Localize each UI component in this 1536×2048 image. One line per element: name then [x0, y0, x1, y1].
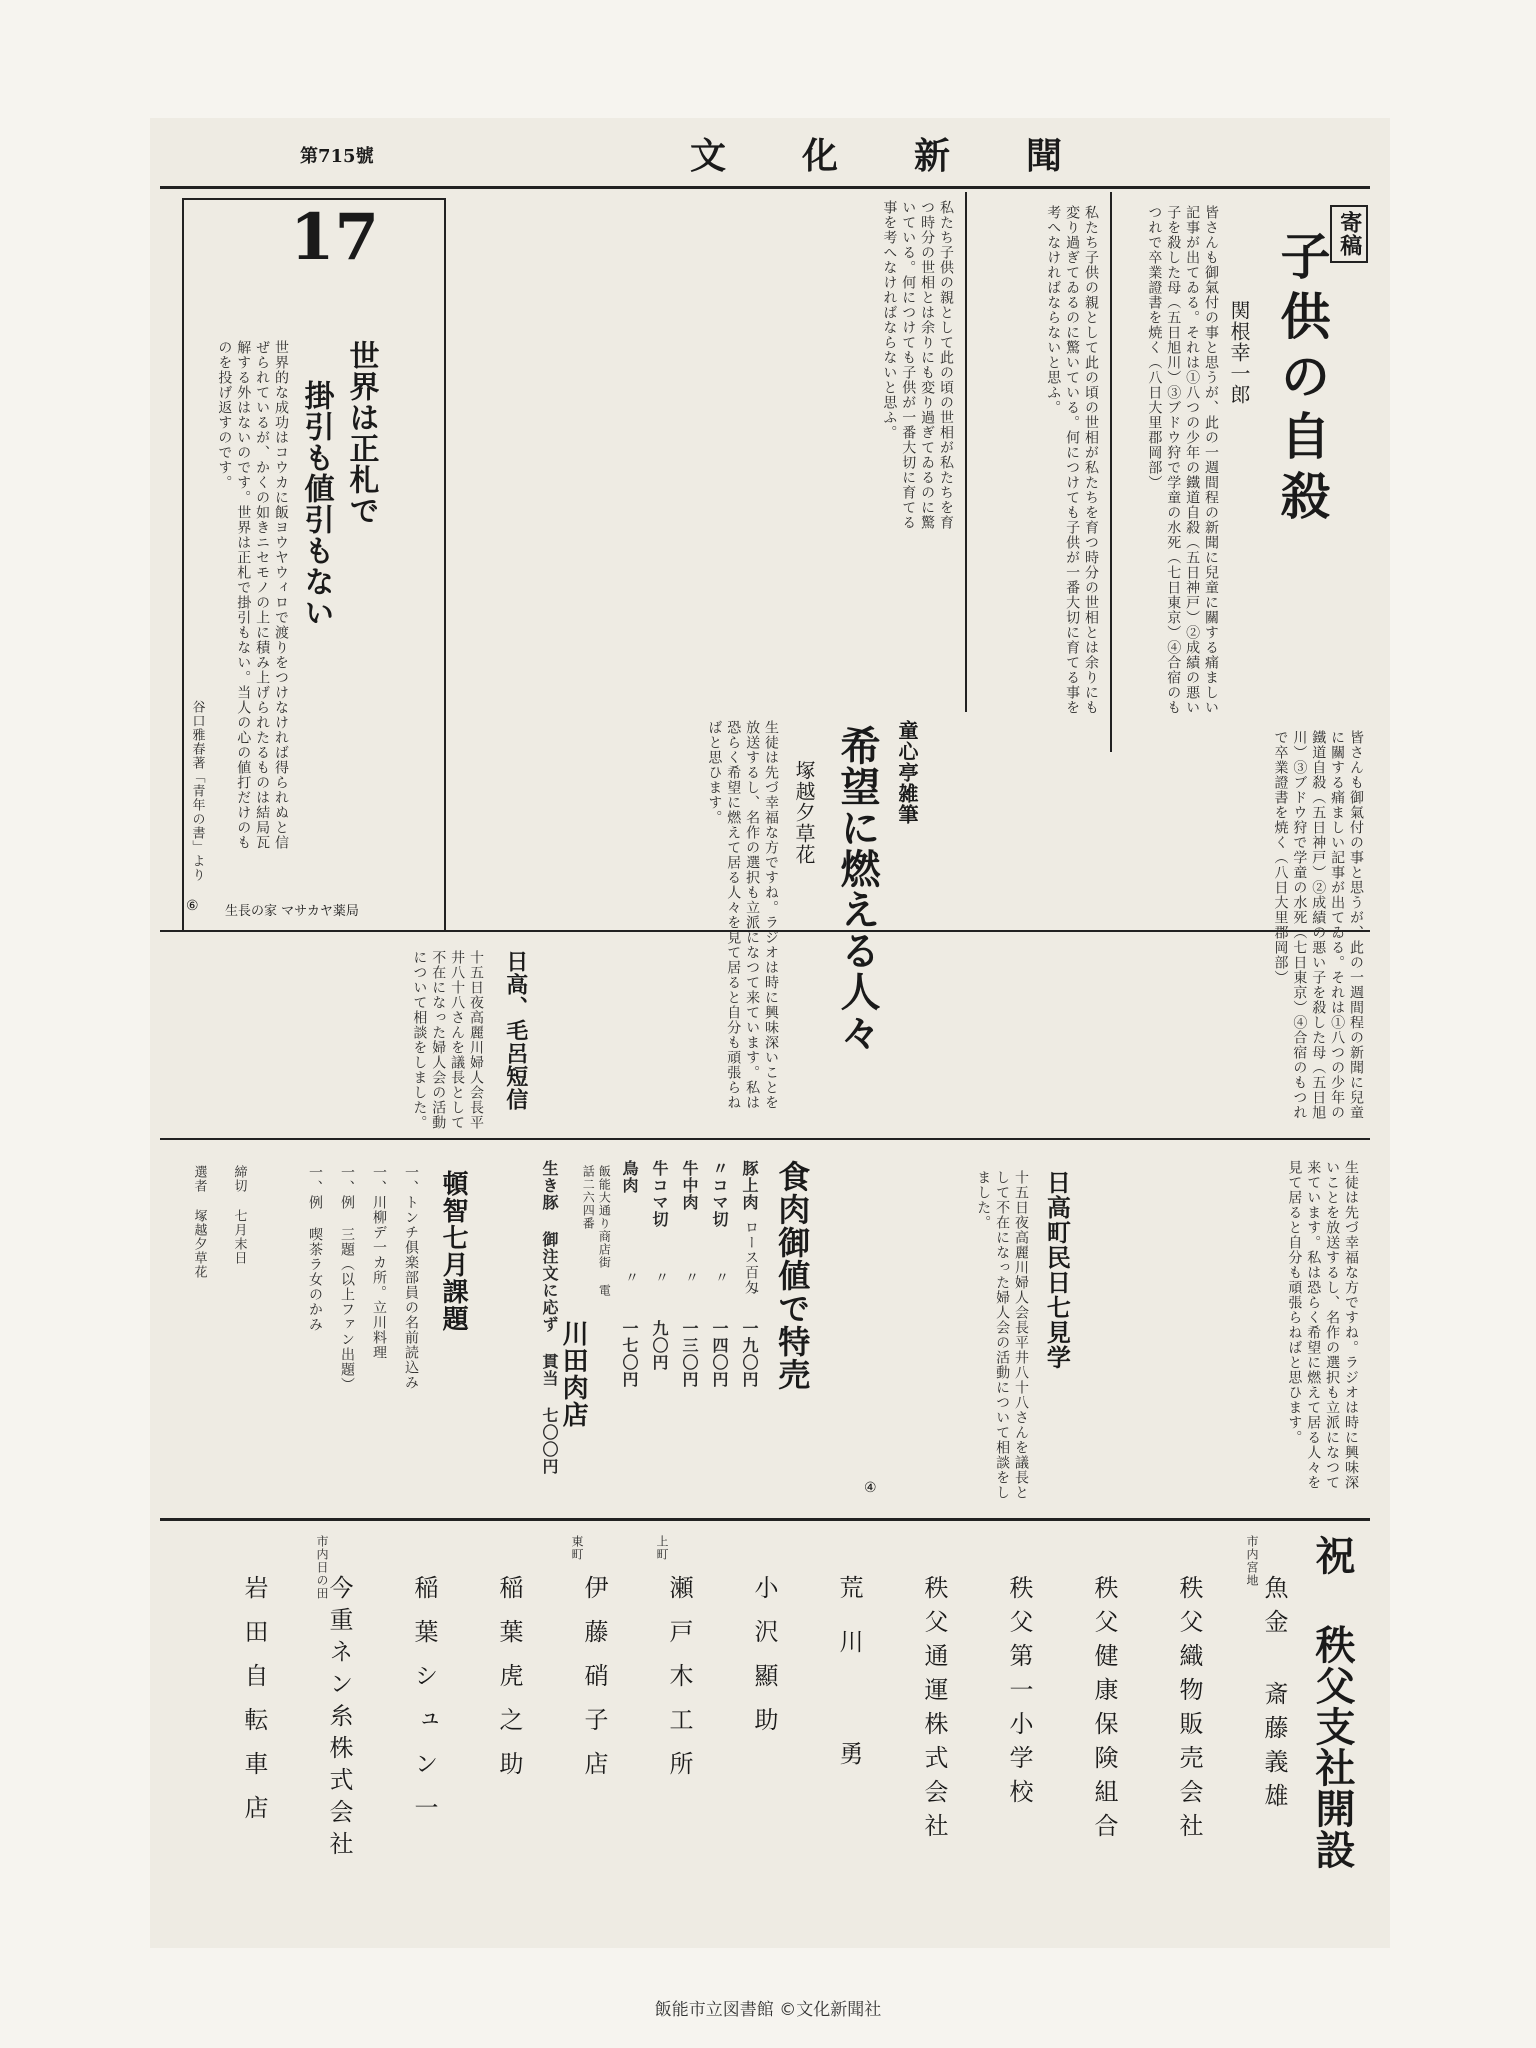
meat-item-price-5: 一七〇円: [620, 1320, 639, 1388]
meat-item-unit-1: ロース百匁: [743, 1220, 759, 1295]
kiko-label: 寄稿: [1330, 205, 1368, 263]
meat-item-unit-3: 〃: [683, 1270, 699, 1285]
tonchi-item-4: 一、例 喫茶ラ女のかみ: [307, 1165, 323, 1332]
meat-item-name-4: 牛コマ切: [650, 1160, 669, 1228]
meat-shop: 川田肉店: [558, 1320, 589, 1428]
footer-credit: 飯能市立図書館 ©文化新聞社: [654, 2000, 882, 2020]
meat-item-price-2: 一四〇円: [710, 1320, 729, 1388]
right-mid-text: 皆さんも御氣付の事と思うが、此の一週間程の新聞に兒童に關する痛ましい記事が出てゐる。それは①八つの少年の鐵道自殺（五日神戸）②成績の悪い子を殺した母（五日旭川）③ブドウ狩で学童の水死（七日東京）④合宿のもつれで卒業證書を焼く（八日大里郡岡部）: [1272, 730, 1364, 1120]
masthead-registration: 第715號: [300, 146, 374, 167]
column-divider-1: [1110, 192, 1112, 752]
quote-headline-1: 世界は正札で: [343, 340, 379, 526]
quote-number: 17: [290, 200, 380, 275]
kiko-body-2: 私たち子供の親として此の頃の世相が私たちを育つ時分の世相とは余りにも変り過ぎてゐるのに驚いている。何につけても子供が一番大切に育てる事を考へなければならないと思ふ。: [1045, 205, 1099, 715]
meat-item-price-3: 一三〇円: [680, 1320, 699, 1388]
congrats-list: [180, 1535, 1290, 1935]
masthead-rule: [160, 186, 1370, 189]
tonchi-item-3: 一、例 三題（以上ファン出題）: [339, 1165, 355, 1392]
kibou-title: 希望に燃える人々: [834, 725, 881, 1053]
quote-text: 世界的な成功はコウカに飯ヨウヤウィロで渡りをつけなければ得られぬと信ぜられているが、かくの如きニセモノの上に積み上げられたるものは結局瓦解する外はないのです。世界は正札で掛引もない。当人の心の値打だけのものを投げ返すのです。: [216, 340, 289, 850]
meat-item-name-5: 鳥肉: [620, 1160, 639, 1194]
kiko-author: 関根幸一郎: [1227, 300, 1251, 405]
congrats-title: 祝 秩父支社開設: [1309, 1535, 1356, 1870]
quote-headline-2: 掛引も値引もない: [298, 380, 334, 628]
congrats-name-12: 今重ネン糸株式会社: [325, 1575, 353, 1863]
meat-item-price-4: 九〇円: [650, 1320, 669, 1371]
section-rule-mid: [160, 1138, 1370, 1140]
congrats-name-11: 稲葉シュン一: [410, 1575, 438, 1839]
meat-ad-items: [600, 1160, 760, 1500]
tonchi-sender: 選者 塚越夕草花: [191, 1165, 207, 1279]
congrats-name-6: 荒川 勇: [835, 1575, 863, 1795]
quote-mark: ⑥: [186, 898, 199, 914]
meat-item-price-1: 一九〇円: [740, 1320, 759, 1388]
kiko-title: 子供の自殺: [1272, 230, 1332, 530]
tonchi-items: [280, 1165, 420, 1505]
meat-ad-title: 食肉御値で特売: [773, 1160, 812, 1391]
congrats-name-4: 秩父第一小学校: [1005, 1575, 1033, 1813]
congrats-name-2: 秩父織物販売会社: [1175, 1575, 1203, 1847]
hidaka-school-title: 日高町民日七見学: [1042, 1170, 1072, 1370]
congrats-area-12: 市内日の田: [315, 1535, 329, 1600]
meat-address: 飯能大通り商店街 電話二六四番: [581, 1165, 612, 1297]
hidaka-text: 十五日夜高麗川婦人会長平井八十八さんを議長として不在になった婦人会の活動について相談をしました。: [411, 950, 484, 1130]
congrats-name-3: 秩父健康保険組合: [1090, 1575, 1118, 1847]
kiko-body-1: 皆さんも御氣付の事と思うが、此の一週間程の新聞に兒童に關する痛ましい記事が出てゐる。それは①八つの少年の鐵道自殺（五日神戸）②成績の悪い子を殺した母（五日旭川）③ブドウ狩で学童の水死（七日東京）④合宿のもつれで卒業證書を焼く（八日大里郡岡部）: [1146, 205, 1219, 715]
middle-column-text: 私たち子供の親として此の頃の世相が私たちを育つ時分の世相とは余りにも変り過ぎてゐるのに驚いている。何につけても子供が一番大切に育てる事を考へなければならないと思ふ。: [881, 200, 954, 530]
tonchi-item-2: 一、川柳デ一カ所。立川料理: [371, 1165, 387, 1360]
tonchi-item-1: 一、トンチ俱楽部員の名前読込み: [403, 1165, 419, 1390]
kibou-author: 塚越夕草花: [792, 760, 816, 865]
tonchi-deadline: 締切 七月末日: [231, 1165, 247, 1265]
hidaka-title: 日高、毛呂短信: [502, 950, 529, 1111]
kibou-text: 生徒は先づ幸福な方ですね。ラジオは時に興味深いことを放送するし、名作の選択も立派になつて来ています。私は恐らく希望に燃えて居る人々を見て居ると自分も頑張らねばと思ひます。: [706, 720, 779, 1110]
congrats-name-1: 魚金 斎藤義雄: [1260, 1575, 1288, 1817]
congrats-name-8: 瀬戸木工所: [665, 1575, 693, 1795]
meat-item-unit-4: 〃: [653, 1270, 669, 1285]
congrats-area-1: 市内宮地: [1245, 1535, 1259, 1587]
hidaka-school-text: 十五日夜高麗川婦人会長平井八十八さんを議長として不在になった婦人会の活動について相談をしました。: [975, 1170, 1029, 1500]
meat-item-name-2: 〃コマ切: [710, 1160, 729, 1228]
column-divider-2: [965, 192, 967, 712]
section-rule-bottom: [160, 1518, 1370, 1521]
hidaka-school-mark: ④: [864, 1480, 877, 1496]
meat-item-unit-2: 〃: [713, 1270, 729, 1285]
kibou-label: 童心亭雑筆: [895, 720, 919, 825]
meat-special: 生き豚 御注文に応ず 貫当 七〇〇円: [540, 1160, 559, 1475]
quote-source: 谷口雅春著「青年の書」より: [189, 700, 205, 882]
meat-item-unit-5: 〃: [623, 1270, 639, 1285]
congrats-area-9: 東町: [570, 1535, 584, 1561]
meat-item-name-3: 牛中肉: [680, 1160, 699, 1211]
masthead-title: 文 化 新 聞: [690, 135, 1083, 177]
congrats-name-5: 秩父通運株式会社: [920, 1575, 948, 1847]
congrats-name-13: 岩田自転車店: [240, 1575, 268, 1839]
congrats-area-8: 上町: [655, 1535, 669, 1561]
congrats-name-10: 稲葉虎之助: [495, 1575, 523, 1795]
meat-item-name-1: 豚上肉: [740, 1160, 759, 1211]
right-bottom-text: 生徒は先づ幸福な方ですね。ラジオは時に興味深いことを放送するし、名作の選択も立派になつて来ています。私は恐らく希望に燃えて居る人々を見て居ると自分も頑張らねばと思ひます。: [1286, 1160, 1359, 1490]
congrats-name-7: 小沢顯助: [750, 1575, 778, 1751]
congrats-name-9: 伊藤硝子店: [580, 1575, 608, 1795]
quote-ad: 生長の家 マサカヤ薬局: [225, 904, 359, 919]
tonchi-title: 頓智七月課題: [438, 1170, 469, 1332]
